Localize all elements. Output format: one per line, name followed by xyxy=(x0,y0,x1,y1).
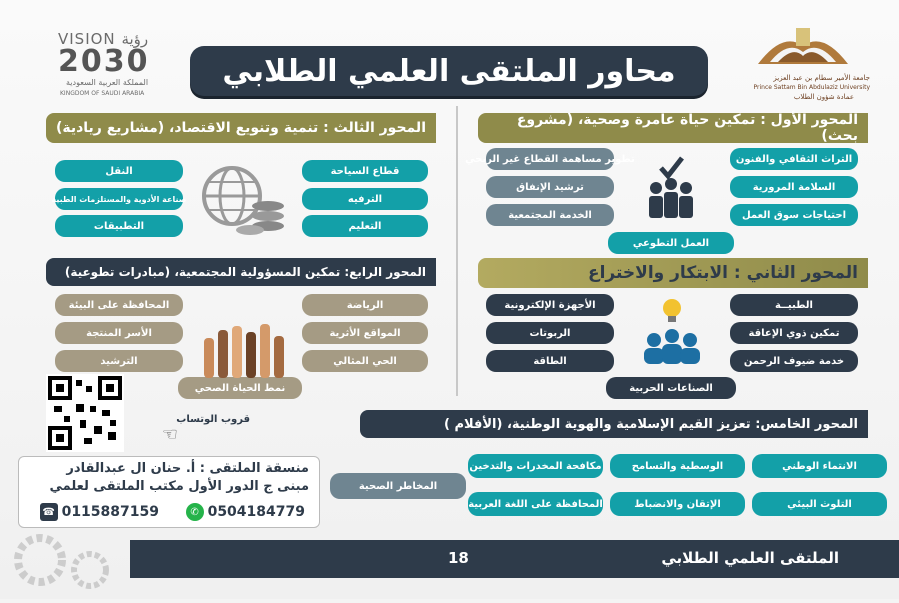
axis5-item: الإتقان والانضباط xyxy=(610,492,745,516)
phone-icon: ☎ xyxy=(40,503,58,521)
whatsapp-number: 0504184779 xyxy=(207,504,305,520)
vision-country-en: KINGDOM OF SAUDI ARABIA xyxy=(60,90,145,97)
axis2-item: الطاقة xyxy=(486,350,614,372)
volunteers-icon xyxy=(636,150,706,225)
axis2-item: تمكين ذوي الإعاقة xyxy=(730,322,858,344)
axis4-item: الأسر المنتجة xyxy=(55,322,183,344)
pointing-hand-icon: ☜ xyxy=(161,424,178,445)
phone-number: 0115887159 xyxy=(61,504,159,520)
axis2-item: الصناعات الحربية xyxy=(606,377,736,399)
axis3-item: الترفيه xyxy=(302,188,428,210)
footer-title: الملتقى العلمي الطلابي xyxy=(661,549,839,567)
page-number: 18 xyxy=(448,549,469,567)
coordinator-name: منسقة الملتقى : أ. حنان ال عبدالقادر xyxy=(66,461,309,476)
axis1-item: السلامة المرورية xyxy=(730,176,858,198)
idea-team-icon xyxy=(636,294,708,372)
globe-coins-icon xyxy=(196,160,292,240)
axis1-heading: المحور الأول : تمكين حياة عامرة وصحية، (مشروع بحث) xyxy=(478,113,868,143)
gears-decoration-icon xyxy=(0,500,130,599)
whatsapp-icon: ✆ xyxy=(186,503,204,521)
axis1-item: ترشيد الإنفاق xyxy=(486,176,614,198)
whatsapp-contact xyxy=(186,503,305,521)
deanship-name: عمادة شؤون الطلاب xyxy=(793,93,854,101)
axis2-item: خدمة ضيوف الرحمن xyxy=(730,350,858,372)
axis1-item: العمل التطوعي xyxy=(608,232,734,254)
axis5-item: الانتماء الوطني xyxy=(752,454,887,478)
university-name-ar: جامعة الأمير سطام بن عبد العزيز xyxy=(773,74,870,82)
university-logo xyxy=(728,22,878,102)
axis2-item: الأجهزة الإلكترونية xyxy=(486,294,614,316)
axis4-item: نمط الحياة الصحي xyxy=(178,377,302,399)
whatsapp-qr-code[interactable] xyxy=(46,374,124,452)
axis5-item: المحافظة على اللغة العربية xyxy=(468,492,603,516)
axis1-item: تطوير مساهمة القطاع غير الربحي xyxy=(486,148,614,170)
axis4-item: المواقع الأثرية xyxy=(302,322,428,344)
vision-2030-logo xyxy=(20,28,180,100)
axis4-item: الرياضة xyxy=(302,294,428,316)
axis5-heading: المحور الخامس: تعزيز القيم الإسلامية والهوية الوطنية، (الأفلام ) xyxy=(360,410,868,438)
column-divider xyxy=(456,106,458,396)
axis3-item: قطاع السياحة xyxy=(302,160,428,182)
vision-country-ar: المملكة العربية السعودية xyxy=(66,78,149,87)
axis1-item: الخدمة المجتمعية xyxy=(486,204,614,226)
axis2-item: الربوتات xyxy=(486,322,614,344)
university-name-en: Prince Sattam Bin Abdulaziz University xyxy=(753,84,870,91)
axis3-item: التعليم xyxy=(302,215,428,237)
axis3-item: صناعة الأدوية والمستلزمات الطبية xyxy=(55,188,183,210)
axis1-item: احتياجات سوق العمل xyxy=(730,204,858,226)
footer-bar xyxy=(130,540,899,578)
axis2-item: الطبيــة xyxy=(730,294,858,316)
office-location: مبنى ج الدور الأول مكتب الملتقى لعلمي xyxy=(49,479,309,494)
axis3-heading: المحور الثالث : تنمية وتنويع الاقتصاد، (مشاريع ريادية) xyxy=(46,113,436,143)
whatsapp-group-label: قروب الوتساب xyxy=(176,414,250,425)
axis4-item: المحافظة على البيئة xyxy=(55,294,183,316)
vision-year: 2030 xyxy=(58,44,150,79)
vision-label: VISION رؤية xyxy=(58,30,149,48)
axis1-item: التراث الثقافي والفنون xyxy=(730,148,858,170)
axis4-heading: المحور الرابع: تمكين المسؤولية المجتمعية، (مبادرات تطوعية) xyxy=(46,258,436,286)
page-title: محاور الملتقى العلمي الطلابي xyxy=(190,46,708,96)
university-emblem-icon xyxy=(748,26,858,66)
axis3-item: التطبيقات xyxy=(55,215,183,237)
axis4-item: الترشيد xyxy=(55,350,183,372)
axis5-item: التلوث البيئي xyxy=(752,492,887,516)
raised-hands-icon xyxy=(196,322,296,378)
axis5-item: المخاطر الصحية xyxy=(330,473,466,499)
axis5-item: الوسطية والتسامح xyxy=(610,454,745,478)
axis3-item: النقل xyxy=(55,160,183,182)
axis5-item: مكافحة المخدرات والتدخين xyxy=(468,454,603,478)
axis2-heading: المحور الثاني : الابتكار والاختراع xyxy=(478,258,868,288)
axis4-item: الحي المثالي xyxy=(302,350,428,372)
